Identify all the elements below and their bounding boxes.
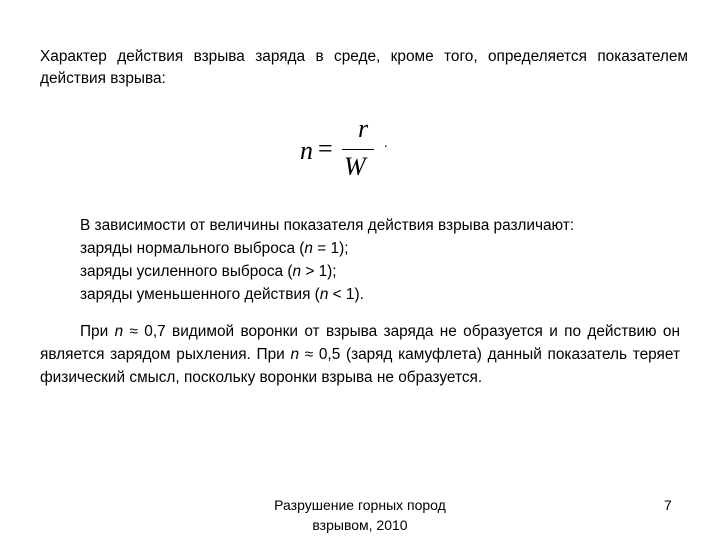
formula-equals: = xyxy=(318,134,333,163)
formula-lhs: n xyxy=(300,136,313,165)
intro-paragraph: Характер действия взрыва заряда в среде, кроме того, определяется показателем действия взрыва: xyxy=(40,48,688,87)
formula-fraction-bar xyxy=(342,149,374,150)
list-item: заряды усиленного выброса (n > 1); xyxy=(80,263,337,280)
formula-numerator: r xyxy=(357,114,369,143)
formula-denominator: W xyxy=(344,152,366,181)
main-paragraph: При n ≈ 0,7 видимой воронки от взрыва заряда не образуется и по действию он является зарядом рыхления. При n ≈ 0,5 (заряд камуфлета) данный показатель теряет физический смысл, поскольку воронки взрыва не образуется. xyxy=(40,323,680,386)
formula-trailing-dot: . xyxy=(384,136,388,151)
footer-caption xyxy=(250,495,470,535)
list-heading: В зависимости от величины показателя действия взрыва различают: xyxy=(80,217,575,234)
footer-line-2: взрывом, 2010 xyxy=(312,517,408,533)
page-number: 7 xyxy=(664,497,672,513)
list-item: заряды уменьшенного действия (n < 1). xyxy=(80,286,364,303)
footer-line-1: Разрушение горных пород xyxy=(274,497,446,513)
charge-types-list xyxy=(80,214,680,306)
list-item: заряды нормального выброса (n = 1); xyxy=(80,240,349,257)
formula xyxy=(300,114,410,188)
